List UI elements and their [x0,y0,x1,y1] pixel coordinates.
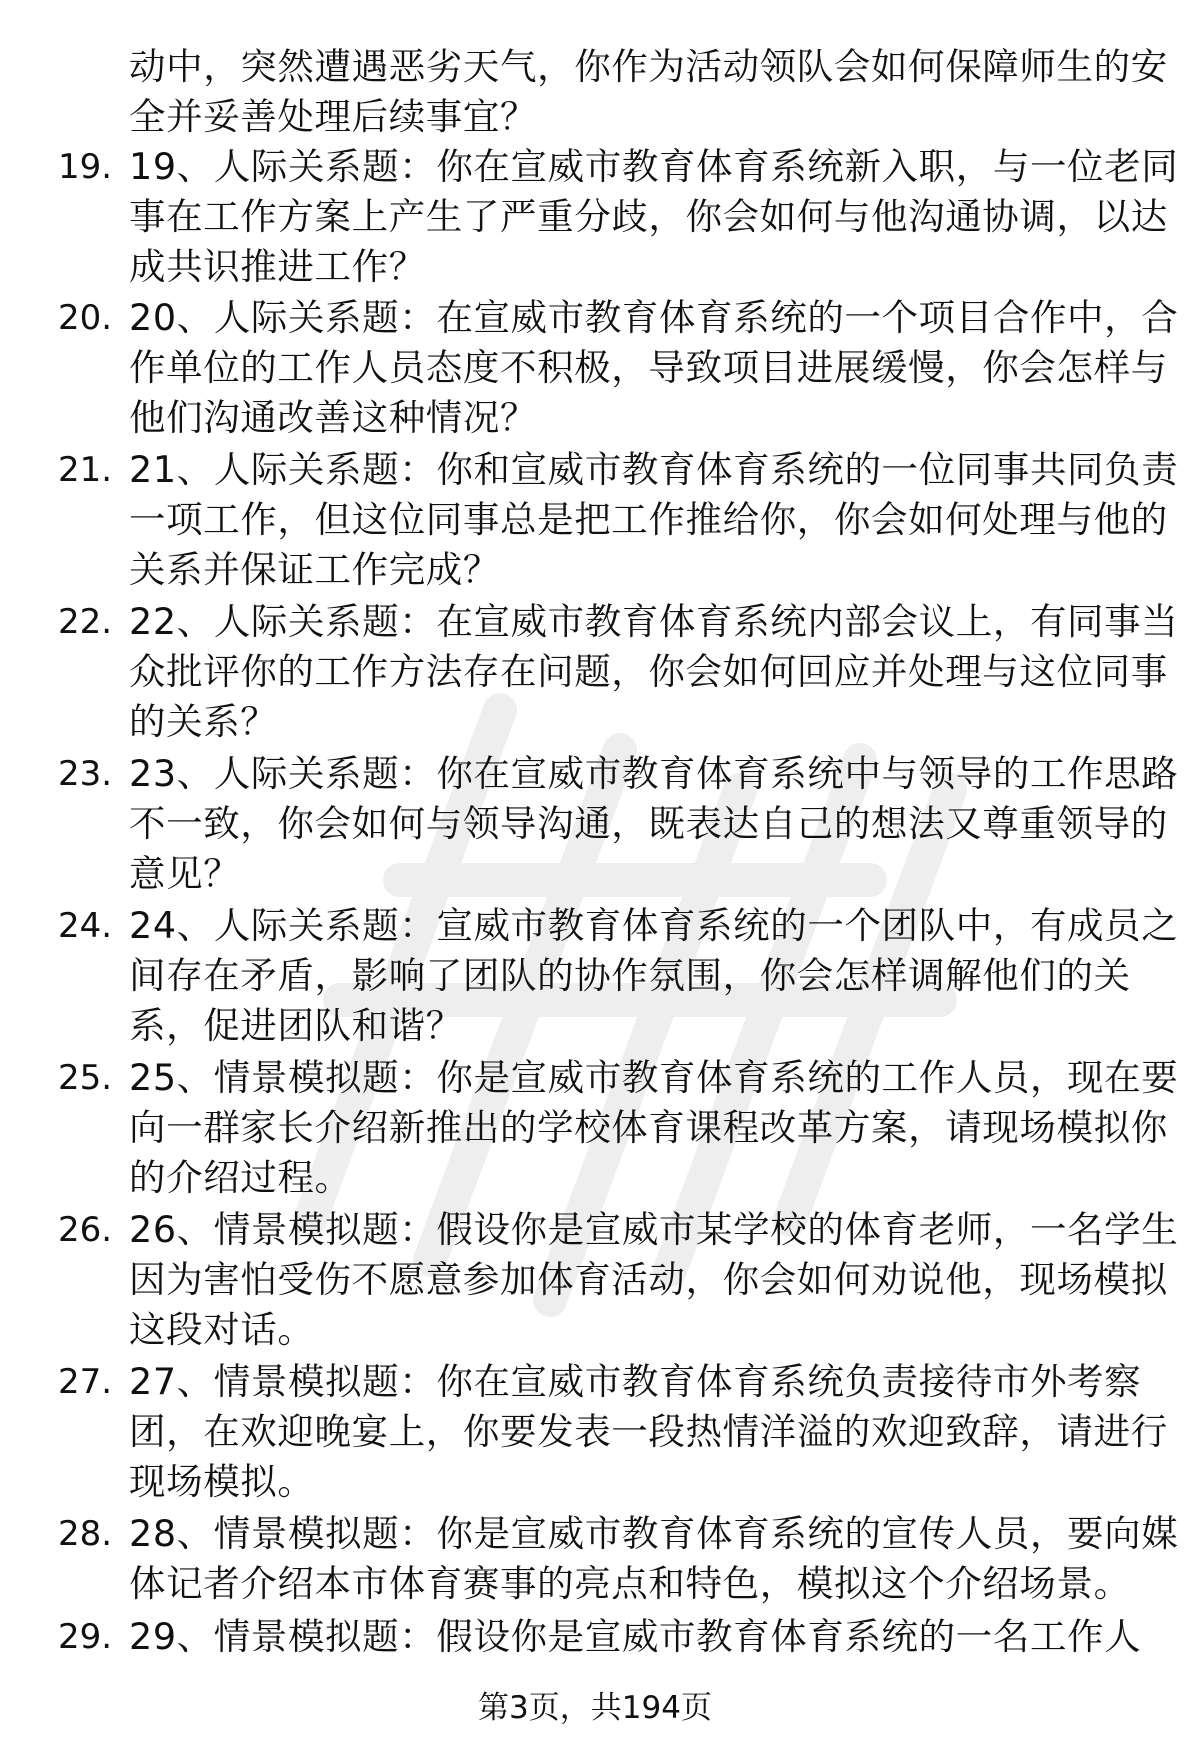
page-number-footer: 第3页，共194页 [478,1690,712,1726]
question-number: 21. [58,450,113,490]
text-line: 20、人际关系题：在宣威市教育体育系统的一个项目合作中，合 [129,296,1179,339]
text-line: 22、人际关系题：在宣威市教育体育系统内部会议上，有同事当 [129,600,1179,643]
question-number: 26. [58,1210,113,1250]
question-number: 25. [58,1058,113,1098]
question-text [129,901,1179,1051]
text-line: 不一致，你会如何与领导沟通，既表达自己的想法又尊重领导的 [129,802,1168,845]
question-number: 24. [58,906,113,946]
text-line: 19、人际关系题：你在宣威市教育体育系统新入职，与一位老同 [129,145,1179,188]
text-line: 27、情景模拟题：你在宣威市教育体育系统负责接待市外考察 [129,1360,1142,1403]
text-line: 体记者介绍本市体育赛事的亮点和特色，模拟这个介绍场景。 [129,1562,1131,1605]
question-number: 28. [58,1514,113,1554]
question-number: 23. [58,754,113,794]
text-line: 现场模拟。 [129,1460,315,1503]
text-line: 团，在欢迎晚宴上，你要发表一段热情洋溢的欢迎致辞，请进行 [129,1410,1168,1453]
text-line: 24、人际关系题：宣威市教育体育系统的一个团队中，有成员之 [129,904,1179,947]
question-text [129,445,1179,595]
text-line: 他们沟通改善这种情况？ [129,396,538,439]
question-text [129,142,1179,292]
question-number: 29. [58,1617,113,1657]
question-text [129,1053,1179,1203]
question-text [129,1509,1179,1609]
text-line: 26、情景模拟题：假设你是宣威市某学校的体育老师，一名学生 [129,1208,1179,1251]
text-line: 间存在矛盾，影响了团队的协作氛围，你会怎样调解他们的关 [129,954,1131,997]
text-line: 成共识推进工作？ [129,245,426,288]
text-line: 的关系？ [129,700,278,743]
text-line: 众批评你的工作方法存在问题，你会如何回应并处理与这位同事 [129,650,1168,693]
question-number: 27. [58,1362,113,1402]
text-line: 作单位的工作人员态度不积极，导致项目进展缓慢，你会怎样与 [129,346,1168,389]
text-line: 的介绍过程。 [129,1156,352,1199]
text-line: 事在工作方案上产生了严重分歧，你会如何与他沟通协调，以达 [129,195,1168,238]
text-line: 动中，突然遭遇恶劣天气，你作为活动领队会如何保障师生的安 [129,45,1168,88]
question-number: 19. [58,147,113,187]
question-text [129,1612,1159,1662]
text-line: 一项工作，但这位同事总是把工作推给你，你会如何处理与他的 [129,498,1168,541]
text-line: 28、情景模拟题：你是宣威市教育体育系统的宣传人员，要向媒 [129,1512,1179,1555]
text-line: 关系并保证工作完成？ [129,548,500,591]
text-line: 21、人际关系题：你和宣威市教育体育系统的一位同事共同负责 [129,448,1179,491]
question-text [129,293,1179,443]
text-line: 25、情景模拟题：你是宣威市教育体育系统的工作人员，现在要 [129,1056,1179,1099]
question-number: 22. [58,602,113,642]
question-text [129,1205,1179,1355]
text-line: 向一群家长介绍新推出的学校体育课程改革方案，请现场模拟你 [129,1106,1168,1149]
question-text [129,749,1179,899]
text-line: 全并妥善处理后续事宜？ [129,95,538,138]
question-number: 20. [58,298,113,338]
text-line: 意见？ [129,852,241,895]
text-line: 23、人际关系题：你在宣威市教育体育系统中与领导的工作思路 [129,752,1179,795]
question-text [129,1357,1168,1507]
text-line: 这段对话。 [129,1308,315,1351]
text-line: 因为害怕受伤不愿意参加体育活动，你会如何劝说他，现场模拟 [129,1258,1168,1301]
continued-question-text [129,42,1168,142]
question-text [129,597,1179,747]
text-line: 系，促进团队和谐？ [129,1004,463,1047]
text-line: 29、情景模拟题：假设你是宣威市教育体育系统的一名工作人 [129,1615,1142,1658]
